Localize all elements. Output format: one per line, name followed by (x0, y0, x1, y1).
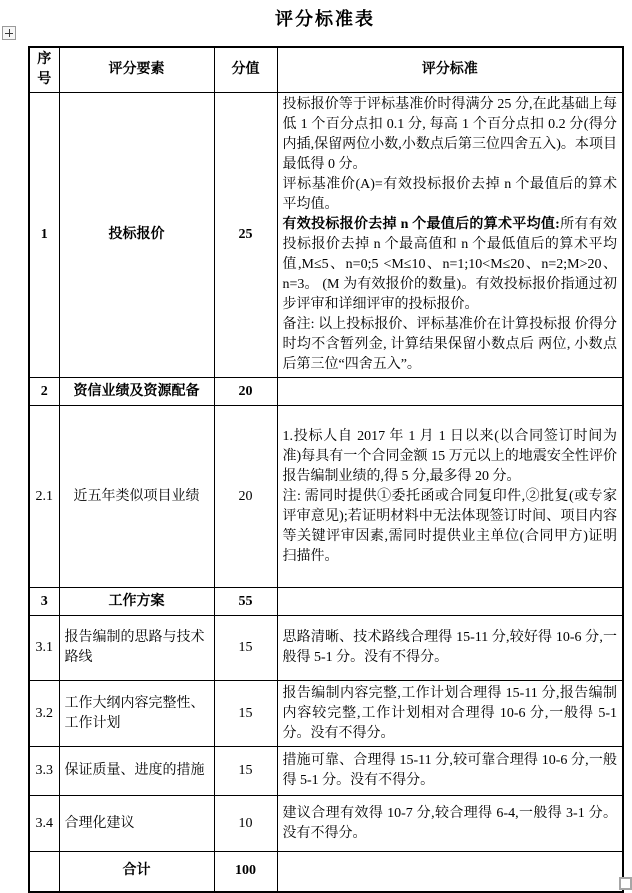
cell-score: 55 (214, 588, 277, 616)
cell-criteria (277, 852, 623, 892)
table-row-quality-measures (29, 747, 623, 796)
cell-no (29, 852, 59, 892)
cell-factor: 工作方案 (59, 588, 214, 616)
table-row-rationalization-suggestions (29, 796, 623, 852)
cell-no: 2.1 (29, 406, 59, 588)
table-row-similar-projects (29, 406, 623, 588)
cell-criteria (277, 406, 623, 588)
cell-criteria (277, 588, 623, 616)
criteria-paragraph: 投标报价等于评标基准价时得满分 25 分,在此基础上每低 1 个百分点扣 0.1 分, 每高 1 个百分点扣 0.2 分(得分内插,保留两位小数,小数点后第三位四舍五入)。本项目最低得 0 分。 (282, 97, 617, 172)
cell-score: 10 (214, 796, 277, 852)
table-row-technical-route (29, 616, 623, 681)
table-row-total (29, 852, 623, 892)
col-header-score: 分值 (214, 47, 277, 93)
criteria-paragraph: 1.投标人自 2017 年 1 月 1 日以来(以合同签订时间为准)每具有一个合同金额 15 万元以上的地震安全性评价报告编制业绩的,得 5 分,最多得 20 分。 (282, 428, 617, 484)
cell-factor: 投标报价 (59, 93, 214, 378)
criteria-paragraph (283, 215, 618, 315)
cell-no: 3.3 (29, 747, 59, 796)
criteria-paragraph: 评标基准价(A)=有效投标报价去掉 n 个最值后的算术平均值。 (282, 177, 617, 212)
table-row-work-plan-section (29, 588, 623, 616)
criteria-text: 所有有效投标报价去掉 n 个最高值和 n 个最低值后的算术平均值,M≤5、n=0;5 <M≤10、n=1;10<M≤20、n=2;M>20、n=3。 (M 为有效报价的数量)。有效投标报价指通过初步评审和详细评审的投标报价。 (282, 217, 618, 312)
criteria-bold-lead: 有效投标报价去掉 n 个最值后的算术平均值: (282, 217, 560, 232)
cell-score: 15 (214, 681, 277, 747)
criteria-paragraph: 注: 需同时提供①委托函或合同复印件,②批复(或专家评审意见);若证明材料中无法体现签订时间、项目内容等关键评审因素,需同时提供业主单位(合同甲方)证明扫描件。 (282, 488, 617, 564)
table-row-bid-price (29, 93, 623, 378)
criteria-paragraph: 备注: 以上投标报价、评标基准价在计算投标报 价得分时均不含暂列金, 计算结果保留小数点后 两位, 小数点后第三位“四舍五入”。 (282, 317, 617, 372)
cell-factor: 资信业绩及资源配备 (59, 378, 214, 406)
table-resize-handle[interactable] (619, 877, 632, 890)
cell-no: 3.2 (29, 681, 59, 747)
col-header-factor: 评分要素 (59, 47, 214, 93)
cell-score: 15 (214, 747, 277, 796)
cell-no: 3.1 (29, 616, 59, 681)
cell-score: 20 (214, 406, 277, 588)
cell-criteria: 建议合理有效得 10-7 分,较合理得 6-4,一般得 3-1 分。没有不得分。 (277, 796, 623, 852)
cell-score: 15 (214, 616, 277, 681)
cell-factor: 合理化建议 (59, 796, 214, 852)
cell-no: 3 (29, 588, 59, 616)
cell-factor: 保证质量、进度的措施 (59, 747, 214, 796)
cell-factor: 工作大纲内容完整性、工作计划 (59, 681, 214, 747)
cell-criteria: 措施可靠、合理得 15-11 分,较可靠合理得 10-6 分,一般得 5-1 分。没有不得分。 (277, 747, 623, 796)
cell-criteria: 报告编制内容完整,工作计划合理得 15-11 分,报告编制内容较完整,工作计划相对合理得 10-6 分,一般得 5-1 分。没有不得分。 (277, 681, 623, 747)
table-row-outline-completeness (29, 681, 623, 747)
cell-no: 1 (29, 93, 59, 378)
cell-factor: 报告编制的思路与技术路线 (59, 616, 214, 681)
cell-score: 20 (214, 378, 277, 406)
table-header-row (29, 47, 623, 93)
cell-criteria: 思路清晰、技术路线合理得 15-11 分,较好得 10-6 分,一般得 5-1 分。没有不得分。 (277, 616, 623, 681)
col-header-criteria: 评分标准 (277, 47, 623, 93)
cell-no: 2 (29, 378, 59, 406)
cell-factor: 近五年类似项目业绩 (59, 406, 214, 588)
table-row-credentials-section (29, 378, 623, 406)
cell-factor: 合计 (59, 852, 214, 892)
scoring-criteria-table (28, 46, 624, 893)
table-move-handle[interactable] (2, 26, 16, 40)
cell-score: 100 (214, 852, 277, 892)
page-title: 评分标准表 (275, 9, 375, 29)
cell-criteria (277, 93, 623, 378)
cell-score: 25 (214, 93, 277, 378)
col-header-no: 序号 (29, 47, 59, 93)
cell-no: 3.4 (29, 796, 59, 852)
move-icon (5, 29, 13, 37)
cell-criteria (277, 378, 623, 406)
